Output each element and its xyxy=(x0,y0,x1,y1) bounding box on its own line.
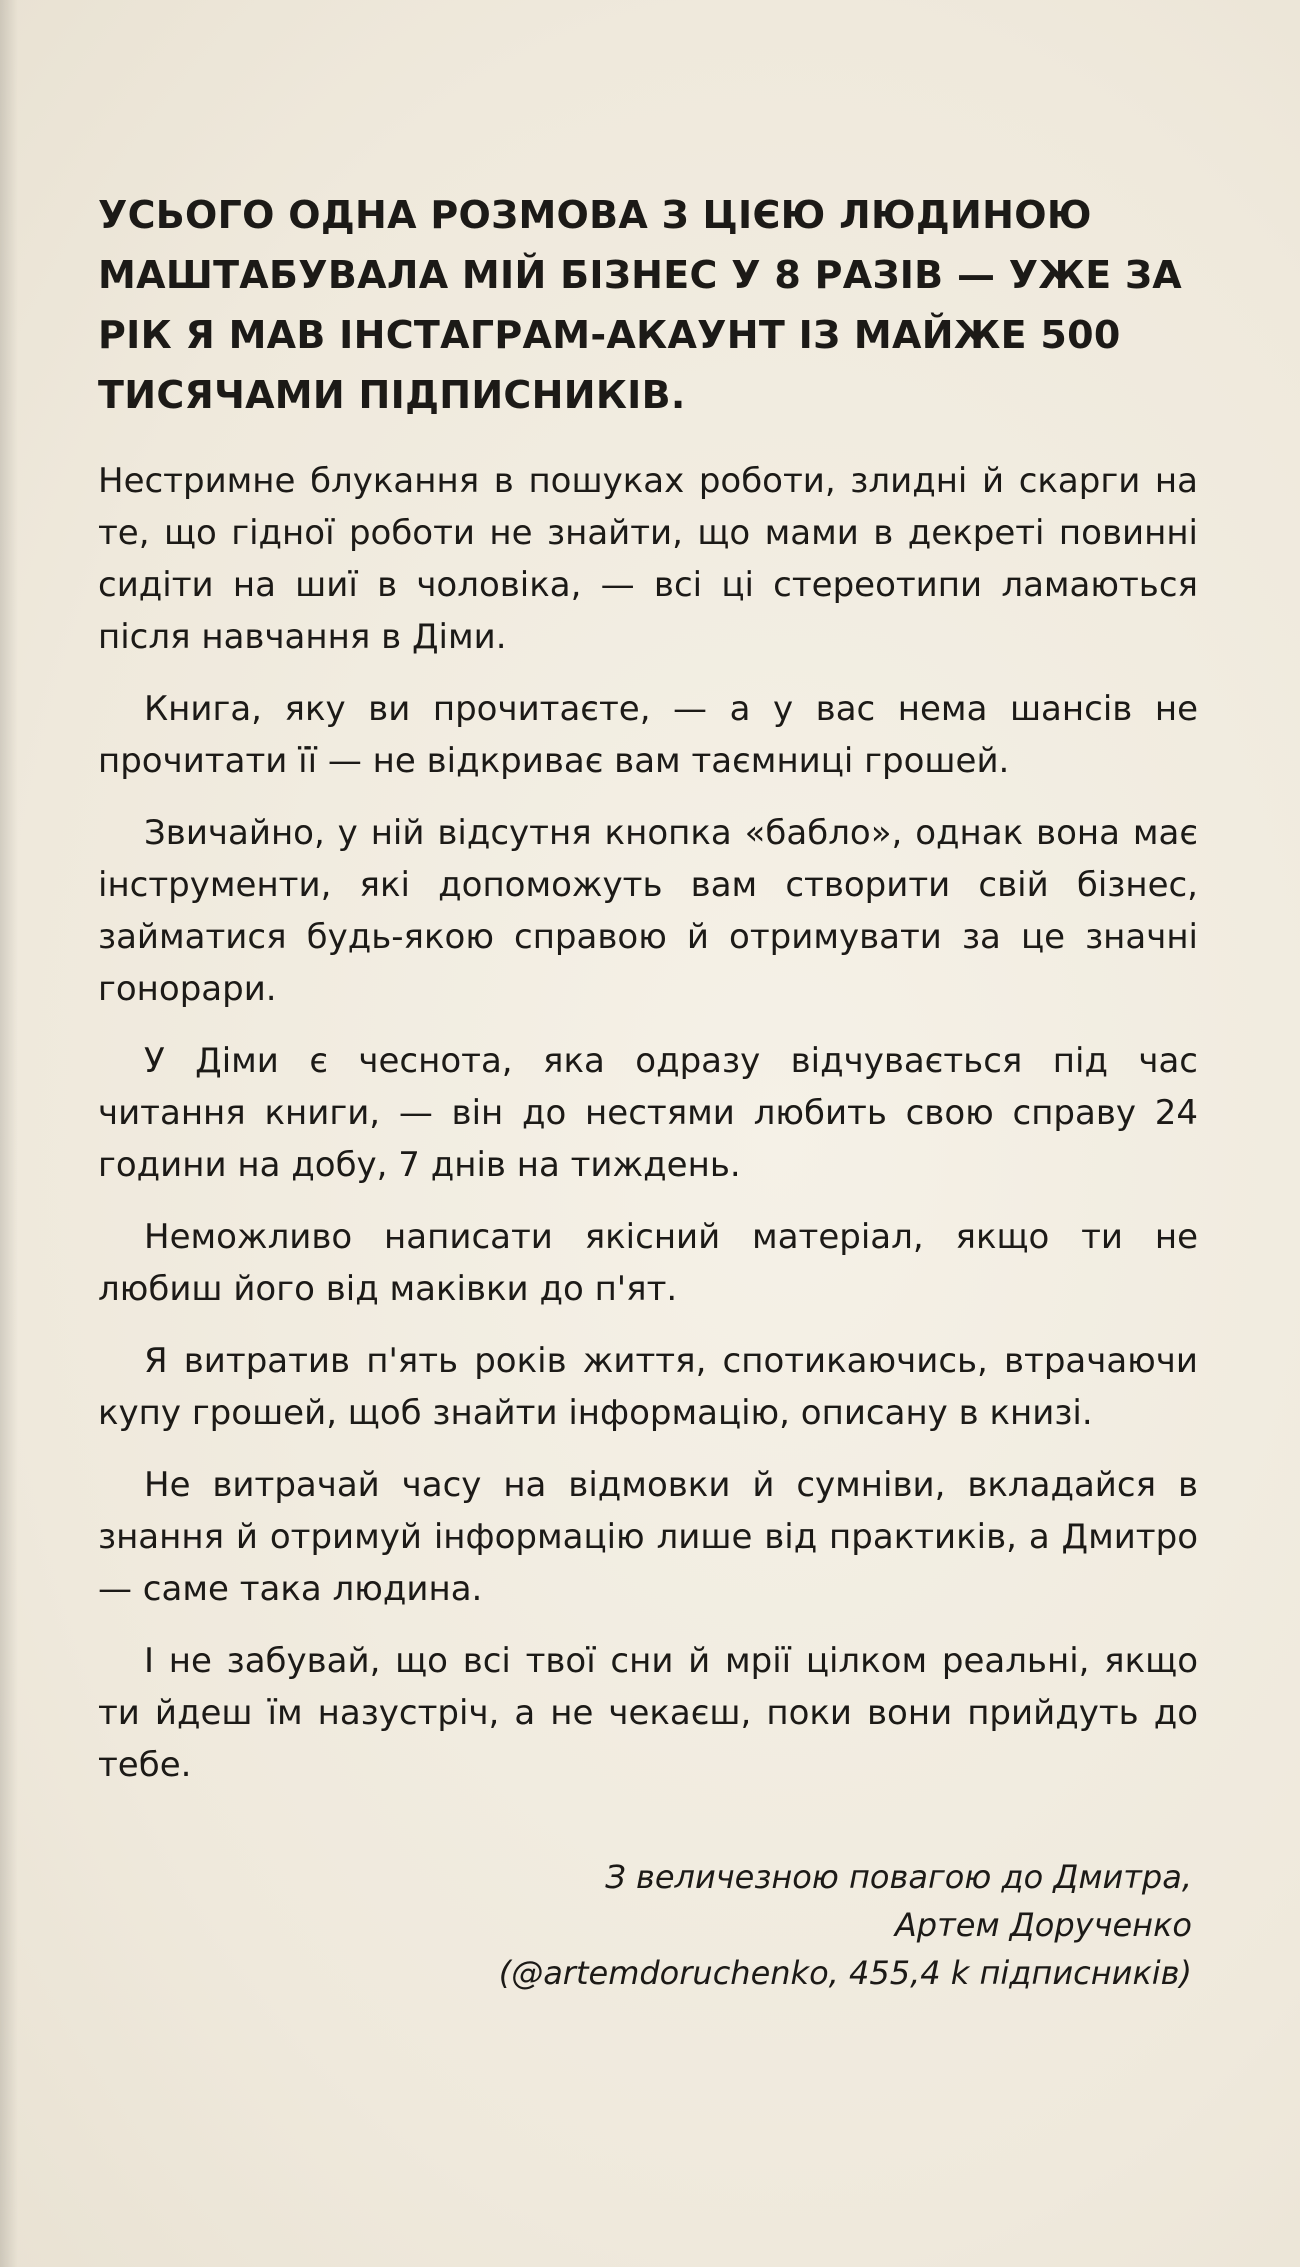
paragraph: Нестримне блукання в пошуках роботи, злидні й скарги на те, що гідної роботи не знайти, що мами в декреті повинні сидіти на шиї в чоловіка, — всі ці стереотипи ламаються після навчання в Діми. xyxy=(98,461,1198,657)
paragraph: І не забувай, що всі твої сни й мрії цілком реальні, якщо ти йдеш їм назустріч, а не чекаєш, поки вони прийдуть до тебе. xyxy=(98,1641,1198,1785)
page-content xyxy=(98,185,1198,1997)
paragraph: Звичайно, у ній відсутня кнопка «бабло», однак вона має інструменти, які допоможуть вам створити свій бізнес, займатися будь-якою справою й отримувати за це значні гонорари. xyxy=(98,813,1198,1009)
paragraph: У Діми є чеснота, яка одразу відчувається під час читання книги, — він до нестями любить свою справу 24 години на добу, 7 днів на тиждень. xyxy=(98,1041,1198,1185)
signature-handle: (@artemdoruchenko, 455,4 k підписників) xyxy=(498,1954,1192,1992)
paragraph: Неможливо написати якісний матеріал, якщо ти не любиш його від маківки до п'ят. xyxy=(98,1217,1198,1309)
paragraph: Я витратив п'ять років життя, спотикаючись, втрачаючи купу грошей, щоб знайти інформацію, описану в книзі. xyxy=(98,1341,1198,1433)
page-heading: УСЬОГО ОДНА РОЗМОВА З ЦІЄЮ ЛЮДИНОЮ МАШТАБУВАЛА МІЙ БІЗНЕС У 8 РАЗІВ — УЖЕ ЗА РІК Я МАВ ІНСТАГРАМ-АКАУНТ ІЗ МАЙЖЕ 500 ТИСЯЧАМИ ПІДПИСНИКІВ. xyxy=(98,193,1183,417)
signature-block xyxy=(98,1853,1198,1997)
signature-dedication: З величезною повагою до Дмитра, xyxy=(605,1858,1192,1896)
signature-author: Артем Дорученко xyxy=(894,1906,1192,1944)
paragraph: Не витрачай часу на відмовки й сумніви, вкладайся в знання й отримуй інформацію лише від практиків, а Дмитро — саме така людина. xyxy=(98,1465,1198,1609)
paragraph: Книга, яку ви прочитаєте, — а у вас нема шансів не прочитати її — не відкриває вам таємниці грошей. xyxy=(98,689,1198,781)
